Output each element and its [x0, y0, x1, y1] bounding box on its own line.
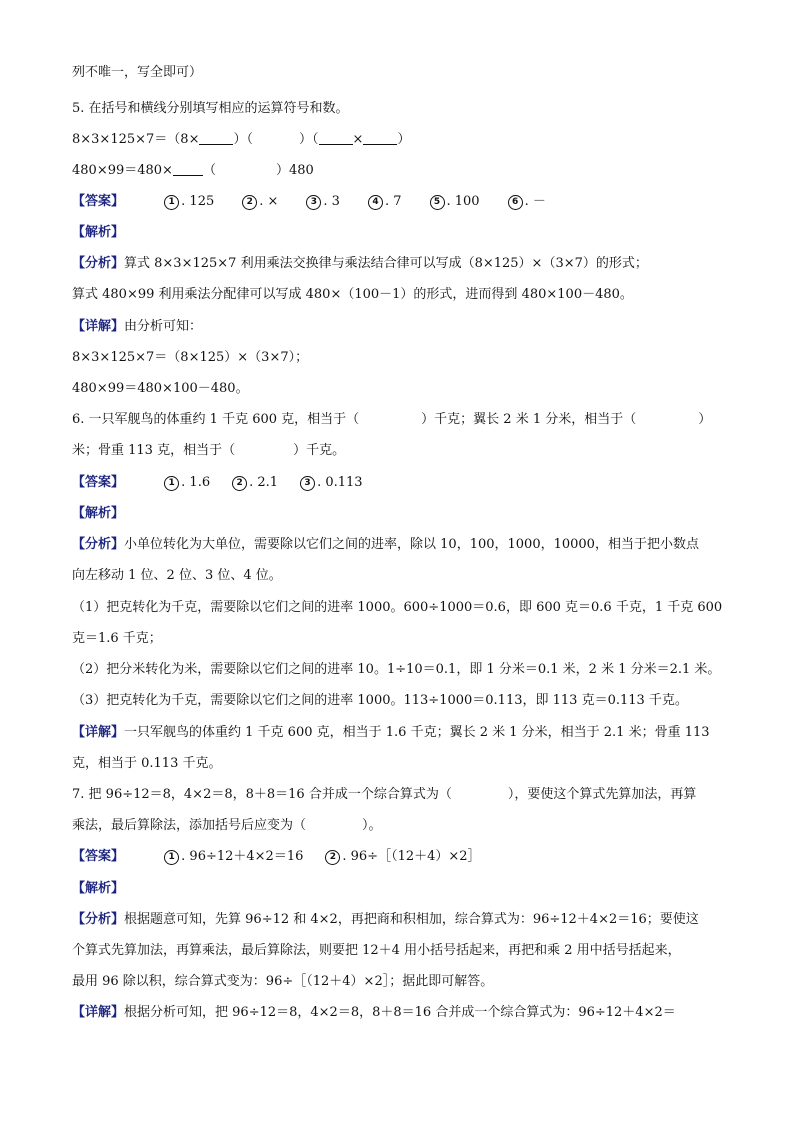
circled-number-icon: 1 — [164, 476, 179, 491]
analysis-text: （3）把克转化为千克，需要除以它们之间的进率 1000。113÷1000＝0.113，即 113 克＝0.113 千克。 — [72, 693, 688, 708]
answer-item: 2 . 96÷［（12＋4）×2］ — [325, 848, 480, 866]
detail-text: 8×3×125×7＝（8×125）×（3×7）； — [72, 350, 309, 365]
detail-text: 【详解】由分析可知： — [72, 319, 203, 334]
circled-number-icon: 2 — [325, 850, 340, 865]
circled-number-icon: 6 — [508, 195, 523, 210]
circled-number-icon: 3 — [306, 195, 321, 210]
answer-item: 4 . 7 — [368, 193, 402, 211]
answer-item: 5 . 100 — [430, 193, 480, 211]
answer-item: 2 . 2.1 — [232, 474, 278, 492]
question-5-equation-2: 480×99＝480× （ ）480 — [72, 163, 314, 178]
analysis-text: （2）把分米转化为米，需要除以它们之间的进率 10。1÷10＝0.1，即 1 分米＝0.1 米，2 米 1 分米＝2.1 米。 — [72, 662, 721, 677]
analysis-tag: 【解析】 — [72, 881, 125, 896]
detail-text: 【详解】一只军舰鸟的体重约 1 千克 600 克，相当于 1.6 千克；翼长 2 米 1 分米，相当于 2.1 米；骨重 113 — [72, 725, 710, 740]
question-6-title: 6. 一只军舰鸟的体重约 1 千克 600 克，相当于（ ）千克；翼长 2 米 1 分米，相当于（ ） — [72, 412, 712, 427]
analysis-text: 【分析】根据题意可知，先算 96÷12 和 4×2，再把商和积相加，综合算式为：96÷12＋4×2＝16；要使这 — [72, 912, 699, 927]
answer-item: 3 . 3 — [306, 193, 340, 211]
detail-text: 480×99＝480×100－480。 — [72, 381, 249, 396]
answer-item: 6 . － — [508, 193, 546, 211]
question-5-equation-1: 8×3×125×7＝（8× ）（ ）（ × ） — [72, 132, 411, 147]
question-7-answer — [72, 848, 509, 866]
answer-item: 2 . × — [242, 193, 278, 211]
detail-text: 【详解】根据分析可知，把 96÷12＝8，4×2＝8，8＋8＝16 合并成一个综合算式为：96÷12＋4×2＝ — [72, 1005, 676, 1020]
answer-item: 1 . 96÷12＋4×2＝16 — [164, 848, 303, 866]
analysis-tag: 【解析】 — [72, 225, 125, 240]
text-line: 列不唯一，写全即可） — [72, 65, 203, 80]
question-6-title: 米；骨重 113 克，相当于（ ）千克。 — [72, 443, 346, 458]
analysis-text: 算式 480×99 利用乘法分配律可以写成 480×（100－1）的形式，进而得到 480×100－480。 — [72, 287, 633, 302]
circled-number-icon: 2 — [242, 195, 257, 210]
answer-tag: 【答案】 — [72, 475, 125, 490]
circled-number-icon: 5 — [430, 195, 445, 210]
circled-number-icon: 3 — [300, 476, 315, 491]
analysis-text: （1）把克转化为千克，需要除以它们之间的进率 1000。600÷1000＝0.6，即 600 克＝0.6 千克，1 千克 600 — [72, 600, 723, 615]
question-7-title: 乘法，最后算除法，添加括号后应变为（ ）。 — [72, 818, 382, 833]
detail-text: 克，相当于 0.113 千克。 — [72, 756, 222, 771]
question-6-answer — [72, 474, 391, 492]
analysis-tag: 【解析】 — [72, 506, 125, 521]
analysis-text: 最用 96 除以积，综合算式变为：96÷［（12＋4）×2］；据此即可解答。 — [72, 974, 494, 989]
analysis-text: 个算式先算加法，再算乘法，最后算除法，则要把 12＋4 用小括号括起来，再把和乘 2 用中括号括起来， — [72, 943, 681, 958]
answer-tag: 【答案】 — [72, 194, 125, 209]
analysis-text: 向左移动 1 位、2 位、3 位、4 位。 — [72, 568, 282, 583]
blank-line — [173, 162, 203, 176]
blank-line — [319, 131, 353, 145]
circled-number-icon: 1 — [164, 195, 179, 210]
analysis-text: 克＝1.6 千克； — [72, 631, 162, 646]
question-5-title: 5. 在括号和横线分别填写相应的运算符号和数。 — [72, 101, 349, 116]
question-7-title: 7. 把 96÷12＝8，4×2＝8，8＋8＝16 合并成一个综合算式为（ ），要使这个算式先算加法，再算 — [72, 787, 697, 802]
answer-tag: 【答案】 — [72, 849, 125, 864]
answer-item: 1 . 1.6 — [164, 474, 210, 492]
circled-number-icon: 2 — [232, 476, 247, 491]
blank-line — [363, 131, 397, 145]
analysis-text: 【分析】小单位转化为大单位，需要除以它们之间的进率，除以 10，100，1000，10000，相当于把小数点 — [72, 537, 699, 552]
blank-line — [199, 131, 233, 145]
circled-number-icon: 4 — [368, 195, 383, 210]
question-5-answer — [72, 193, 574, 211]
answer-item: 1 . 125 — [164, 193, 214, 211]
circled-number-icon: 1 — [164, 850, 179, 865]
analysis-text: 【分析】算式 8×3×125×7 利用乘法交换律与乘法结合律可以写成（8×125）×（3×7）的形式； — [72, 256, 648, 271]
answer-item: 3 . 0.113 — [300, 474, 362, 492]
